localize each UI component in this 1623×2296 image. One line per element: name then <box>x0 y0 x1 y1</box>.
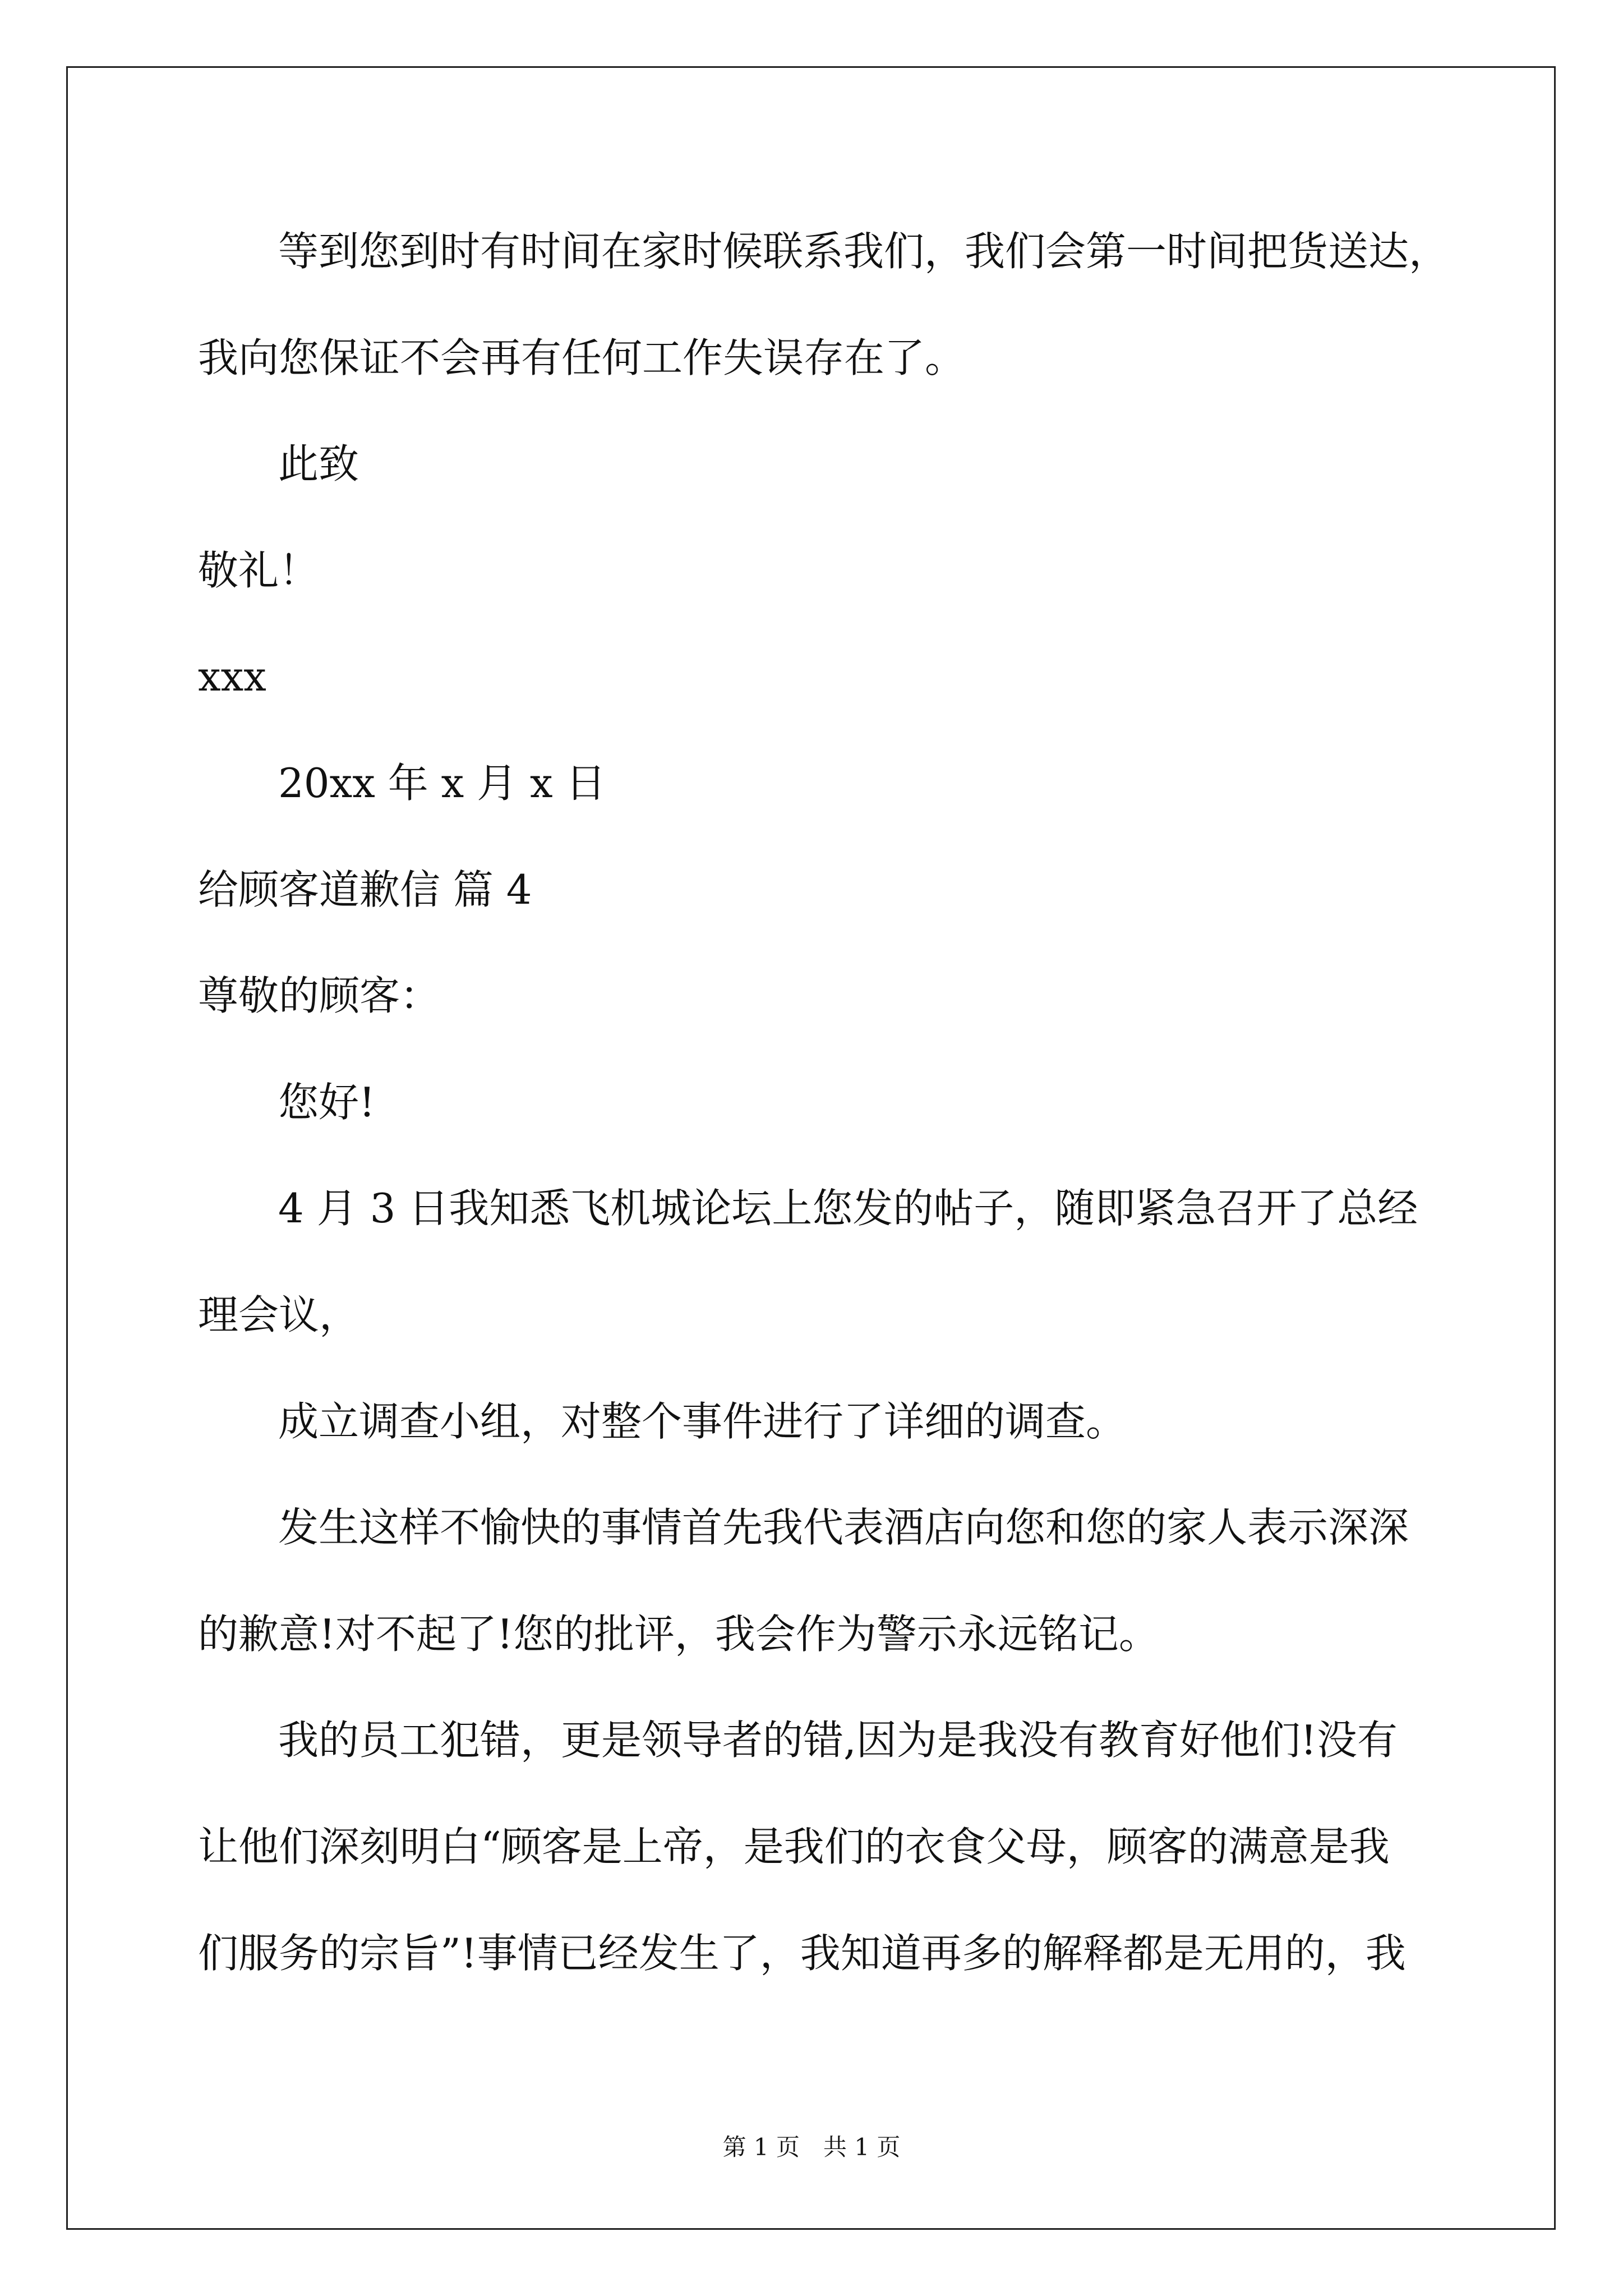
text-line: 的歉意!对不起了!您的批评，我会作为警示永远铭记。 <box>198 1610 1159 1658</box>
text-line: 4 月 3 日我知悉飞机城论坛上您发的帖子，随即紧急召开了总经 <box>278 1185 1418 1232</box>
closing-salutation: 此致 <box>278 440 359 488</box>
text-line: 成立调查小组，对整个事件进行了详细的调查。 <box>278 1397 1127 1445</box>
text-line: 们服务的宗旨”!事情已经发生了，我知道再多的解释都是无用的，我 <box>198 1929 1406 1977</box>
letter-greeting: 尊敬的顾客： <box>198 972 441 1020</box>
page-number: 第 1 页 <box>722 2133 800 2161</box>
page-count: 共 1 页 <box>823 2133 901 2161</box>
text-line: 等到您到时有时间在家时候联系我们，我们会第一时间把货送达， <box>278 228 1450 275</box>
text-line: 我的员工犯错，更是领导者的错,因为是我没有教育好他们!没有 <box>278 1717 1398 1764</box>
text-line: 理会议， <box>198 1291 360 1338</box>
letter-date: 20xx 年 x 月 x 日 <box>278 759 606 807</box>
document-body <box>0 199 1623 2007</box>
text-line: 发生这样不愉快的事情首先我代表酒店向您和您的家人表示深深 <box>278 1504 1409 1552</box>
signature-name: xxx <box>198 653 266 701</box>
closing-regards: 敬礼！ <box>198 546 320 594</box>
page-footer <box>0 2132 1623 2163</box>
text-line: 您好! <box>278 1078 375 1126</box>
text-line: 让他们深刻明白“顾客是上帝，是我们的衣食父母，顾客的满意是我 <box>198 1823 1390 1870</box>
text-line: 我向您保证不会再有任何工作失误存在了。 <box>198 334 966 381</box>
section-title: 给顾客道歉信 篇 4 <box>198 866 532 913</box>
